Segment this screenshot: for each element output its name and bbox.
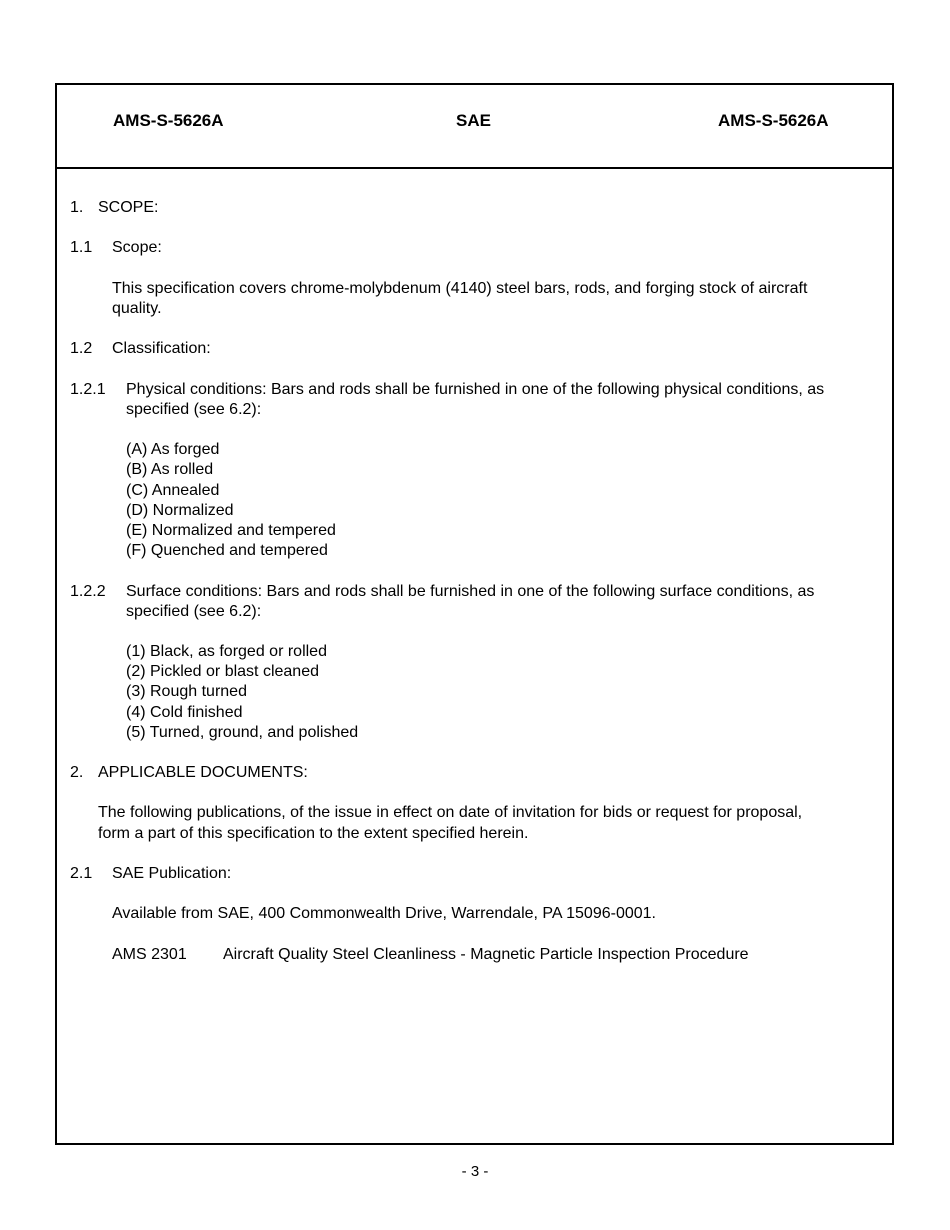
scope-text-line-2: quality.: [112, 300, 162, 317]
section-2-1-title: SAE Publication:: [112, 865, 232, 882]
list-item: (1) Black, as forged or rolled: [126, 643, 327, 660]
list-item: (F) Quenched and tempered: [126, 542, 328, 559]
surface-conditions-line-2: specified (see 6.2):: [126, 603, 262, 620]
section-2-1-number: 2.1: [70, 865, 93, 882]
list-item: (4) Cold finished: [126, 704, 243, 721]
sae-address: Available from SAE, 400 Commonwealth Drive, Warrendale, PA 15096-0001.: [112, 905, 656, 922]
section-1-2-2-number: 1.2.2: [70, 583, 106, 600]
section-1-title: SCOPE:: [98, 199, 159, 216]
document-header: [57, 85, 892, 169]
list-item: (A) As forged: [126, 441, 220, 458]
applicable-docs-line-2: form a part of this specification to the extent specified herein.: [98, 825, 529, 842]
header-publisher: SAE: [456, 111, 491, 130]
list-item: (D) Normalized: [126, 502, 234, 519]
header-doc-id-left: AMS-S-5626A: [113, 111, 224, 130]
reference-doc-title: Aircraft Quality Steel Cleanliness - Magnetic Particle Inspection Procedure: [223, 946, 749, 963]
section-1-2-title: Classification:: [112, 340, 211, 357]
list-item: (3) Rough turned: [126, 683, 247, 700]
section-2-title: APPLICABLE DOCUMENTS:: [98, 764, 308, 781]
section-1-1-title: Scope:: [112, 239, 162, 256]
section-1-2-number: 1.2: [70, 340, 93, 357]
scope-text-line-1: This specification covers chrome-molybdenum (4140) steel bars, rods, and forging stock of aircraft: [112, 280, 808, 297]
applicable-docs-line-1: The following publications, of the issue in effect on date of invitation for bids or request for proposal,: [98, 804, 803, 821]
section-1-number: 1.: [70, 199, 84, 216]
section-1-1-number: 1.1: [70, 239, 93, 256]
page-number: - 3 -: [461, 1163, 489, 1180]
header-doc-id-right: AMS-S-5626A: [718, 111, 829, 130]
list-item: (B) As rolled: [126, 461, 214, 478]
section-2-number: 2.: [70, 764, 84, 781]
list-item: (5) Turned, ground, and polished: [126, 724, 359, 741]
surface-conditions-line-1: Surface conditions: Bars and rods shall be furnished in one of the following surface conditions, as: [126, 583, 815, 600]
reference-doc-id: AMS 2301: [112, 946, 187, 963]
physical-conditions-line-2: specified (see 6.2):: [126, 401, 262, 418]
list-item: (E) Normalized and tempered: [126, 522, 336, 539]
list-item: (2) Pickled or blast cleaned: [126, 663, 319, 680]
section-1-2-1-number: 1.2.1: [70, 381, 106, 398]
physical-conditions-line-1: Physical conditions: Bars and rods shall be furnished in one of the following physical conditions, as: [126, 381, 825, 398]
list-item: (C) Annealed: [126, 482, 220, 499]
